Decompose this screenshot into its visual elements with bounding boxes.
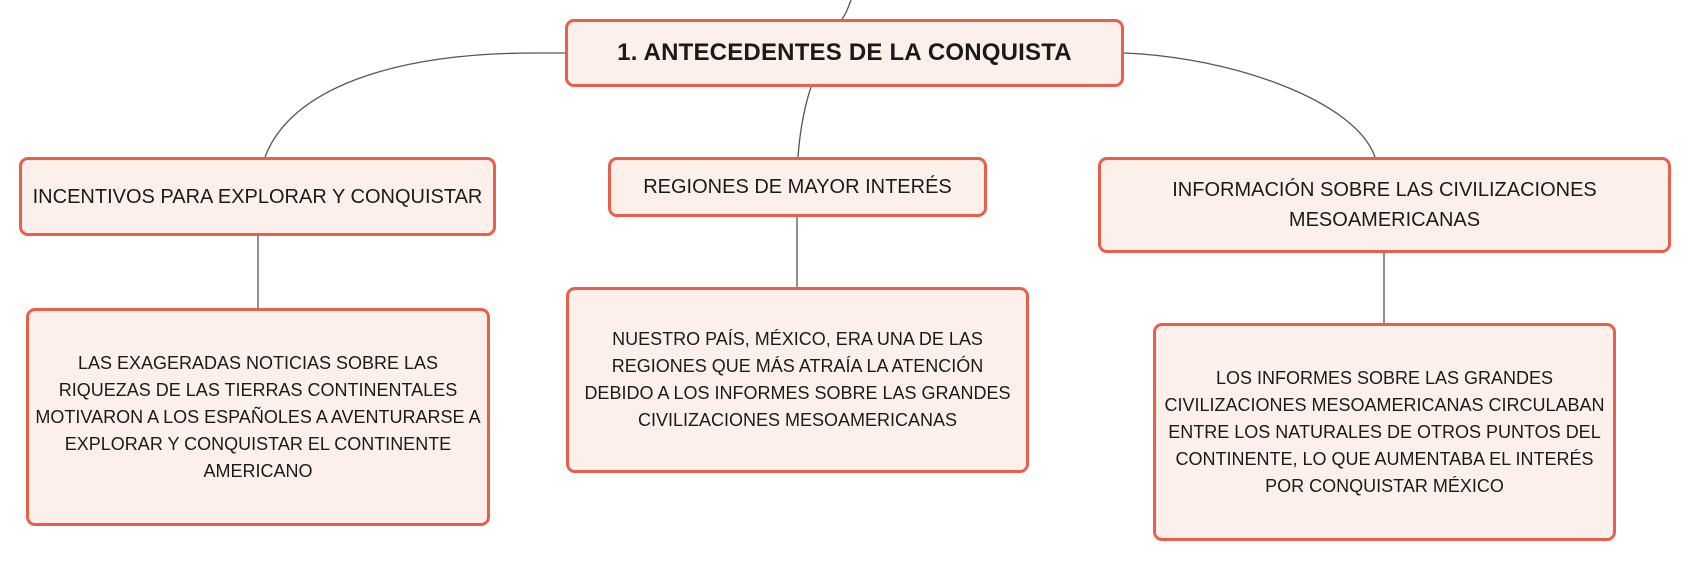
- topic-node-regiones[interactable]: [608, 157, 987, 217]
- root-title: 1. ANTECEDENTES DE LA CONQUISTA: [617, 39, 1072, 66]
- connector-root-to-topic-2: [798, 87, 811, 157]
- topic-node-incentivos[interactable]: [19, 157, 496, 236]
- topic-node-informacion[interactable]: [1098, 157, 1671, 253]
- detail-node-informacion[interactable]: [1153, 323, 1616, 541]
- detail-text: LAS EXAGERADAS NOTICIAS SOBRE LAS RIQUEZAS DE LAS TIERRAS CONTINENTALES MOTIVARON A LOS ESPAÑOLES A AVENTURARSE A EXPLORAR Y CONQUISTAR EL CONTINENTE AMERICANO: [35, 352, 481, 481]
- detail-node-regiones[interactable]: [566, 287, 1029, 473]
- detail-text: NUESTRO PAÍS, MÉXICO, ERA UNA DE LAS REGIONES QUE MÁS ATRAÍA LA ATENCIÓN DEBIDO A LOS INFORMES SOBRE LAS GRANDES CIVILIZACIONES MESOAMERICANAS: [584, 329, 1011, 430]
- connector-root-to-topic-3: [1124, 53, 1375, 157]
- detail-node-incentivos[interactable]: [26, 308, 490, 526]
- connector-parent-to-root: [842, 0, 851, 19]
- topic-label: INFORMACIÓN SOBRE LAS CIVILIZACIONES MESOAMERICANAS: [1172, 179, 1597, 231]
- detail-text: LOS INFORMES SOBRE LAS GRANDES CIVILIZACIONES MESOAMERICANAS CIRCULABAN ENTRE LOS NATURALES DE OTROS PUNTOS DEL CONTINENTE, LO QUE AUMENTABA EL INTERÉS POR CONQUISTAR MÉXICO: [1164, 367, 1605, 496]
- root-node[interactable]: [565, 19, 1124, 87]
- topic-label: INCENTIVOS PARA EXPLORAR Y CONQUISTAR: [32, 185, 483, 208]
- connector-root-to-topic-1: [265, 53, 565, 157]
- topic-label: REGIONES DE MAYOR INTERÉS: [643, 176, 952, 198]
